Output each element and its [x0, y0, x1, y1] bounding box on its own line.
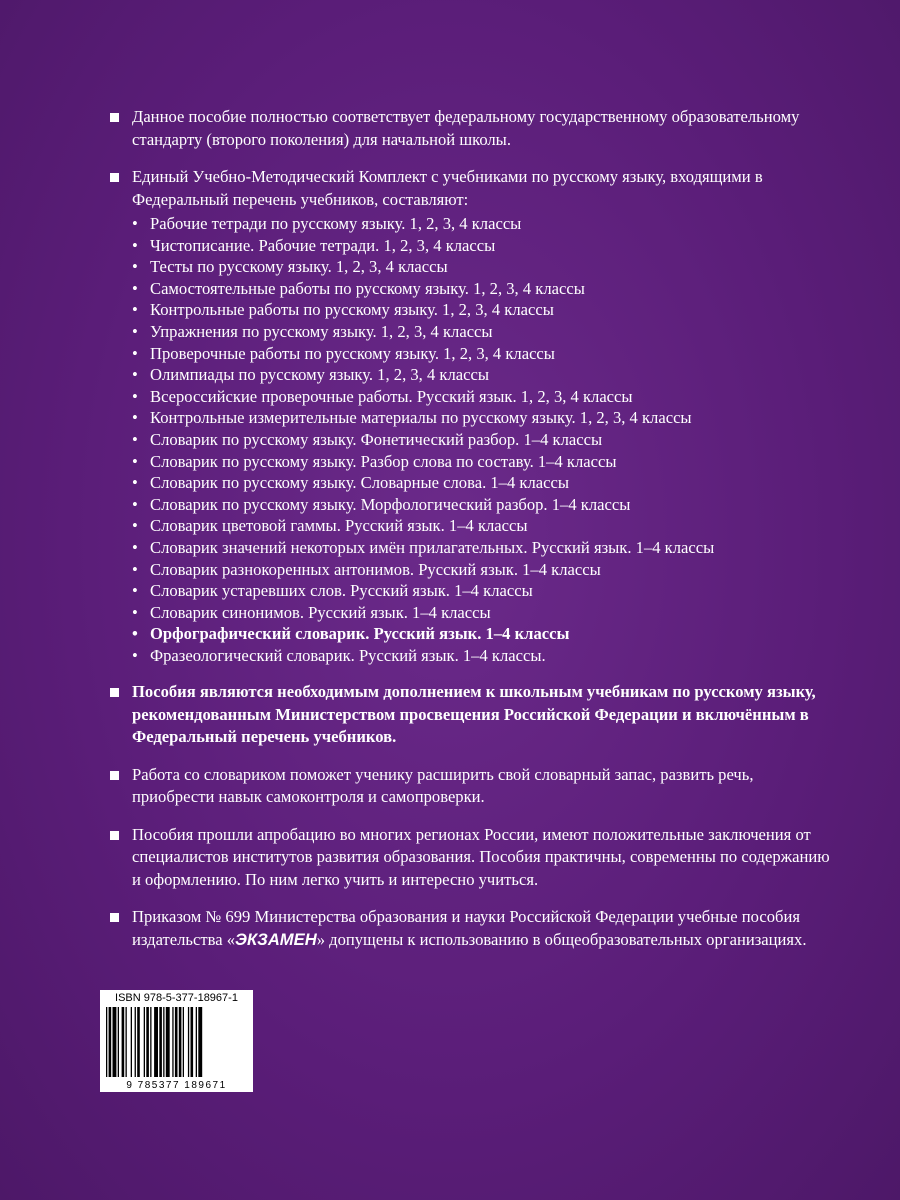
umk-list-item	[132, 343, 830, 365]
paragraph-standard	[110, 106, 830, 151]
dot-bullet-icon: •	[132, 451, 138, 471]
umk-list-item	[132, 407, 830, 429]
dot-bullet-icon: •	[132, 494, 138, 514]
umk-list-item	[132, 278, 830, 300]
dot-bullet-icon: •	[132, 365, 138, 385]
umk-list-item	[132, 472, 830, 494]
dot-bullet-icon: •	[132, 516, 138, 536]
dot-bullet-icon: •	[132, 386, 138, 406]
umk-list-item	[132, 559, 830, 581]
dot-bullet-icon: •	[132, 473, 138, 493]
umk-list-item-text: Словарик значений некоторых имён прилагательных. Русский язык. 1–4 классы	[150, 537, 715, 557]
dot-bullet-icon: •	[132, 343, 138, 363]
umk-list-item-text: Словарик по русскому языку. Разбор слова по составу. 1–4 классы	[150, 451, 617, 471]
square-bullet-icon	[110, 913, 119, 922]
dot-bullet-icon: •	[132, 257, 138, 277]
isbn-barcode	[100, 990, 253, 1092]
umk-list-item-text: Словарик цветовой гаммы. Русский язык. 1–4 классы	[150, 516, 528, 536]
umk-list-item	[132, 494, 830, 516]
umk-list-item-text: Контрольные работы по русскому языку. 1, 2, 3, 4 классы	[150, 300, 554, 320]
umk-list-item	[132, 645, 830, 667]
paragraph-standard-text: Данное пособие полностью соответствует федеральному государственному образовательному стандарту (второго поколения) для начальной школы.	[132, 107, 800, 149]
umk-list-item-text: Словарик по русскому языку. Словарные слова. 1–4 классы	[150, 473, 569, 493]
dot-bullet-icon: •	[132, 429, 138, 449]
umk-list-item-text: Упражнения по русскому языку. 1, 2, 3, 4 классы	[150, 321, 493, 341]
umk-list-item	[132, 515, 830, 537]
dot-bullet-icon: •	[132, 624, 138, 644]
barcode-digits: 9 785377 189671	[126, 1080, 227, 1091]
umk-list-item-text: Олимпиады по русскому языку. 1, 2, 3, 4 классы	[150, 365, 489, 385]
umk-list-item	[132, 364, 830, 386]
dot-bullet-icon: •	[132, 537, 138, 557]
umk-list-item-text: Всероссийские проверочные работы. Русский язык. 1, 2, 3, 4 классы	[150, 386, 633, 406]
paragraph-approbation-text: Пособия прошли апробацию во многих регионах России, имеют положительные заключения от специалистов институтов развития образования. Пособия практичны, современны по содержанию и оформлению. По ним легко учить и интересно учиться.	[132, 824, 830, 889]
dot-bullet-icon: •	[132, 559, 138, 579]
dot-bullet-icon: •	[132, 214, 138, 233]
paragraph-supplement-text: Пособия являются необходимым дополнением к школьным учебникам по русскому языку, рекомендованным Министерством просвещения Российской Федерации и включённым в Федеральный перечень учебников.	[132, 682, 816, 747]
barcode-bars-icon	[106, 1007, 247, 1077]
paragraph-umk	[110, 166, 830, 666]
dot-bullet-icon: •	[132, 645, 138, 665]
umk-list-item-text: Чистописание. Рабочие тетради. 1, 2, 3, 4 классы	[150, 235, 496, 255]
square-bullet-icon	[110, 831, 119, 840]
dot-bullet-icon: •	[132, 581, 138, 601]
umk-list-item-text: Самостоятельные работы по русскому языку. 1, 2, 3, 4 классы	[150, 278, 585, 298]
umk-list-item-text: Рабочие тетради по русскому языку. 1, 2, 3, 4 классы	[150, 214, 522, 233]
paragraph-order-text-start: Приказом № 699 Министерства образования и науки Российской Федерации учебные пособия издательства «	[132, 907, 801, 949]
publisher-brand: ЭКЗАМЕН	[235, 929, 317, 949]
umk-list-item-text: Словарик устаревших слов. Русский язык. 1–4 классы	[150, 581, 533, 601]
square-bullet-icon	[110, 173, 119, 182]
dot-bullet-icon: •	[132, 300, 138, 320]
dot-bullet-icon: •	[132, 602, 138, 622]
umk-list-item	[132, 213, 830, 235]
dot-bullet-icon: •	[132, 278, 138, 298]
umk-list-item	[132, 321, 830, 343]
umk-list-item	[132, 451, 830, 473]
umk-list-item	[132, 580, 830, 602]
square-bullet-icon	[110, 771, 119, 780]
umk-list-item-text: Словарик синонимов. Русский язык. 1–4 классы	[150, 602, 491, 622]
dot-bullet-icon: •	[132, 408, 138, 428]
umk-list-item	[132, 537, 830, 559]
umk-list-item-text: Контрольные измерительные материалы по русскому языку. 1, 2, 3, 4 классы	[150, 408, 692, 428]
paragraph-order-text-end: » допущены к использованию в общеобразовательных организациях.	[316, 929, 807, 949]
umk-list-item	[132, 602, 830, 624]
umk-list-item	[132, 386, 830, 408]
square-bullet-icon	[110, 113, 119, 122]
umk-list-item-text: Словарик по русскому языку. Фонетический разбор. 1–4 классы	[150, 429, 603, 449]
umk-list-item	[132, 256, 830, 278]
umk-list-item-text: Фразеологический словарик. Русский язык. 1–4 классы.	[150, 645, 546, 665]
paragraph-supplement	[110, 681, 830, 749]
paragraph-umk-text: Единый Учебно-Методический Комплект с учебниками по русскому языку, входящими в Федеральный перечень учебников, составляют:	[132, 167, 763, 209]
umk-list-item	[132, 429, 830, 451]
umk-list-item-text: Проверочные работы по русскому языку. 1, 2, 3, 4 классы	[150, 343, 555, 363]
paragraph-benefits	[110, 764, 830, 809]
umk-list-item	[132, 235, 830, 257]
umk-list-item-text: Орфографический словарик. Русский язык. 1–4 классы	[150, 624, 570, 644]
umk-list-item-text: Словарик разнокоренных антонимов. Русский язык. 1–4 классы	[150, 559, 601, 579]
isbn-label: ISBN 978-5-377-18967-1	[115, 992, 238, 1004]
paragraph-approbation	[110, 824, 830, 892]
cover-text	[110, 106, 830, 966]
dot-bullet-icon: •	[132, 321, 138, 341]
dot-bullet-icon: •	[132, 235, 138, 255]
square-bullet-icon	[110, 688, 119, 697]
umk-list-item-text: Словарик по русскому языку. Морфологический разбор. 1–4 классы	[150, 494, 631, 514]
umk-book-list	[132, 213, 830, 666]
paragraph-benefits-text: Работа со словариком поможет ученику расширить свой словарный запас, развить речь, приобрести навык самоконтроля и самопроверки.	[132, 764, 754, 807]
umk-list-item	[132, 623, 830, 645]
umk-list-item	[132, 299, 830, 321]
paragraph-order	[110, 906, 830, 951]
umk-list-item-text: Тесты по русскому языку. 1, 2, 3, 4 классы	[150, 257, 448, 277]
